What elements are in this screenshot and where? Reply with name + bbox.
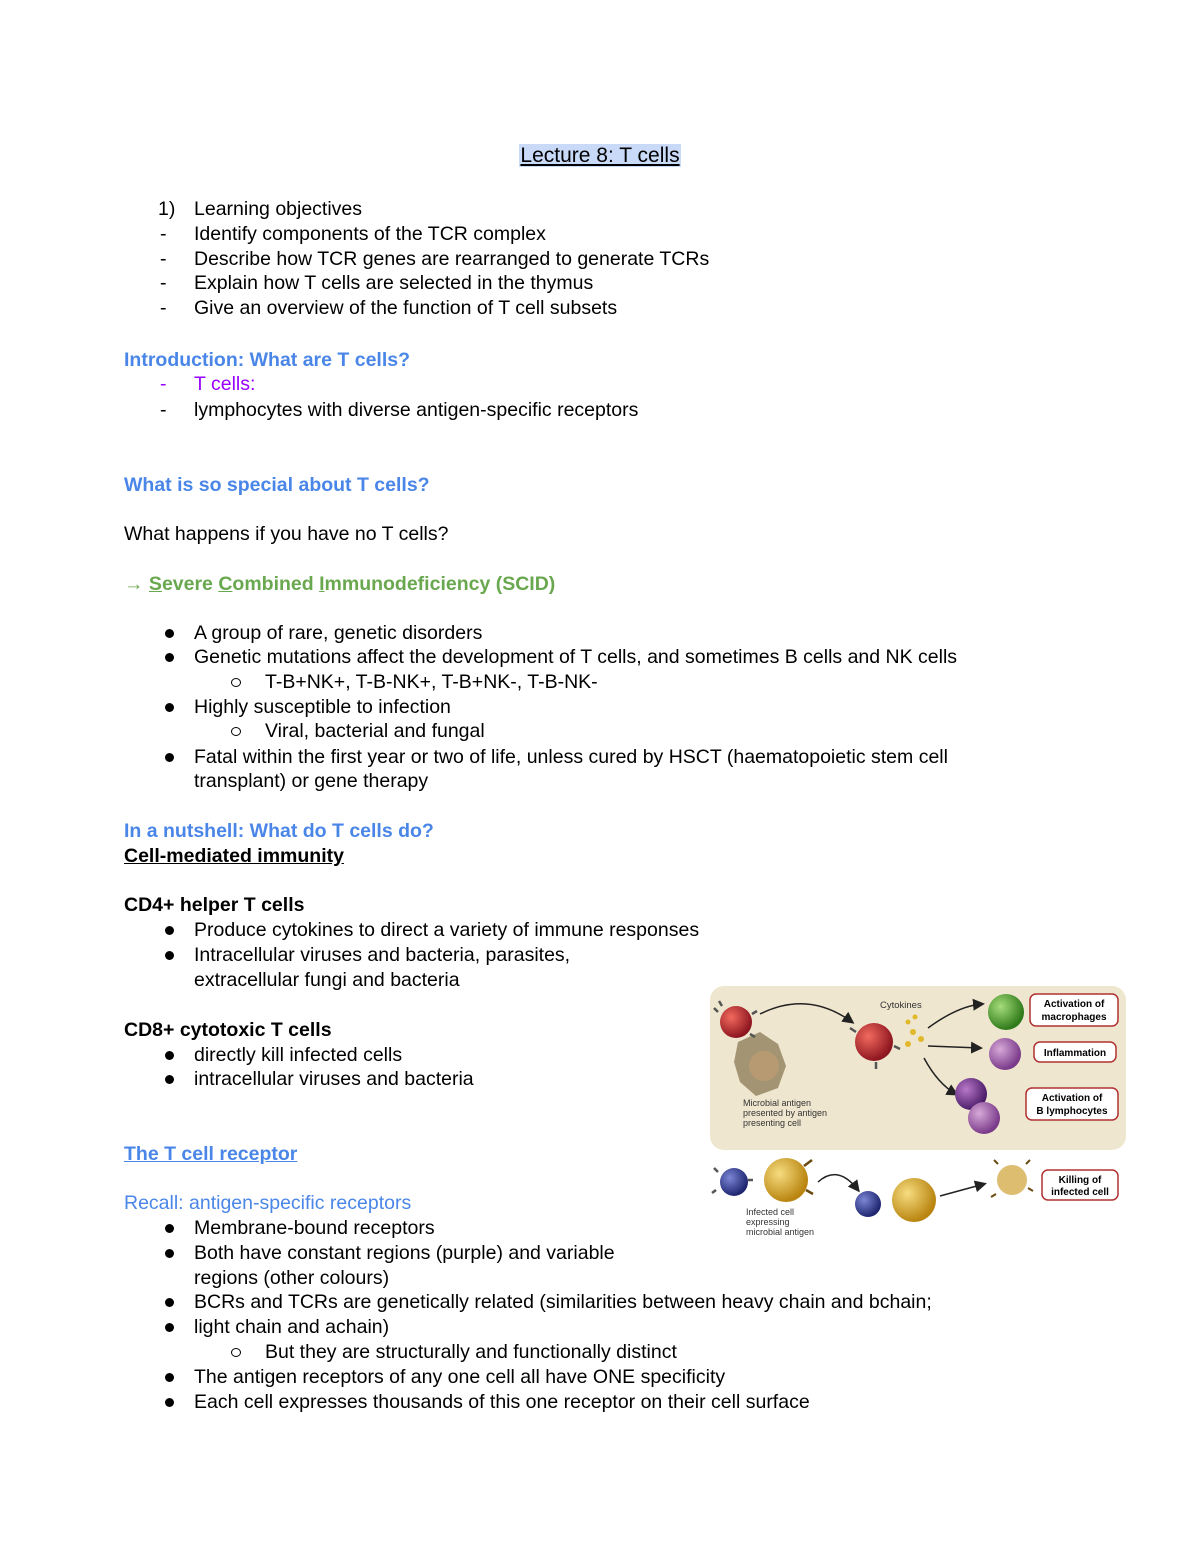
bullet-dot <box>165 1075 174 1084</box>
svg-text:infected cell: infected cell <box>1051 1187 1109 1198</box>
svg-text:Activation of: Activation of <box>1043 999 1105 1010</box>
nutshell-subheading: Cell-mediated immunity <box>124 845 344 867</box>
bullet-dot <box>165 926 174 935</box>
t-cell-function-figure <box>708 984 1128 1242</box>
killed-cell-icon <box>991 1160 1033 1197</box>
microbial-label-2: presented by antigen <box>743 1108 828 1118</box>
page-title: Lecture 8: T cells <box>520 144 680 167</box>
bullet-dot <box>165 951 174 960</box>
infected-cell-icon <box>764 1158 813 1202</box>
special-heading: What is so special about T cells? <box>124 474 430 496</box>
bullet-dot <box>165 653 174 662</box>
dash-bullet: - <box>160 373 167 395</box>
activation-macrophages-box <box>1030 994 1118 1026</box>
svg-text:macrophages: macrophages <box>1041 1012 1107 1023</box>
microbial-label-1: Microbial antigen <box>743 1098 812 1108</box>
inflammation-cell-icon <box>989 1038 1021 1070</box>
svg-text:Killing of: Killing of <box>1058 1175 1102 1186</box>
dash-bullet: - <box>160 248 167 270</box>
dash-bullet: - <box>160 399 167 421</box>
dash-bullet: - <box>160 223 167 245</box>
bullet-dot <box>165 1249 174 1258</box>
objectives-heading: Learning objectives <box>194 198 363 220</box>
bullet-dot <box>165 1323 174 1332</box>
svg-text:Inflammation: Inflammation <box>1043 1048 1107 1059</box>
document-page: Lecture 8: T cells 1) Learning objectives - Identify components of the TCR complex - Describe how TCR genes are rearranged to generate TCRs - Explain how T cells are selected in the thymus - Give an overview of the function of T cell subsets Introduction: What are T cells? - T cells: - lymphocytes with diverse antigen-specific receptors What is so special about T cells? What happens if you have no T cells? → Severe Combined Immunodeficiency (SCID) A group of rare, genetic disorders Genetic mutations affect the development of T cells, and sometimes B cells and NK cells T-B+NK+, T-B-NK+, T-B+NK-, T-B-NK- Highly susceptible to infection Viral, bacterial and fungal Fatal within the first year or two of life, unless cured by HSCT (haematopoietic stem cell transplant) or gene therapy In a nutshell: What do T cells do? Cell-mediated immunity CD4+ helper T cells Produce cytokines to direct a variety of immune responses Intracellular viruses and bacteria, parasites, extracellular fungi and bacteria CD8+ cytotoxic T cells directly kill infected cells intracellular viruses and bacteria The T cell receptor Recall: antigen-specific receptors Membrane-bound receptors Both have constant regions (purple) and variable regions (other colours) BCRs and TCRs are genetically related (similarities between heavy chain and bchain; light chain and achain) But they are structurally and functionally distinct The antigen receptors of any one cell all have ONE specificity Each cell expresses thousands of this one receptor on their cell surface Cytokines Microbial antigen presented by antigen presenting cell Activation of macrophages Inflammation Activation of B lymphocytes Killing of infected cell Infected cell expressing microbial antigen <box>0 0 1200 1553</box>
dash-bullet: - <box>160 297 167 319</box>
bullet-dot <box>165 629 174 638</box>
bullet-circle <box>231 727 241 736</box>
special-question: What happens if you have no T cells? <box>124 523 449 545</box>
bullet-dot <box>165 703 174 712</box>
bullet-dot <box>165 753 174 762</box>
dash-bullet: - <box>160 272 167 294</box>
inflammation-box <box>1034 1042 1116 1062</box>
cd4-heading: CD4+ helper T cells <box>124 894 305 916</box>
bullet-circle <box>231 1348 241 1357</box>
intro-heading: Introduction: What are T cells? <box>124 349 411 371</box>
arrow-line <box>818 1175 858 1190</box>
cytokines-label: Cytokines <box>880 1000 922 1011</box>
microbial-label-3: presenting cell <box>743 1118 802 1128</box>
tcr-recall: Recall: antigen-specific receptors <box>124 1192 412 1214</box>
list-number: 1) <box>158 198 176 220</box>
bullet-dot <box>165 1373 174 1382</box>
cytotoxic-t-cell-icon <box>855 1191 881 1217</box>
cytotoxic-t-cell-icon <box>712 1168 753 1196</box>
target-cell-icon <box>892 1178 936 1222</box>
svg-text:B lymphocytes: B lymphocytes <box>1036 1106 1108 1117</box>
svg-text:Activation of: Activation of <box>1041 1093 1103 1104</box>
macrophage-icon <box>988 994 1024 1030</box>
scid-heading: → Severe Combined Immunodeficiency (SCID) <box>124 573 556 595</box>
arrow-line <box>940 1184 984 1196</box>
bullet-dot <box>165 1224 174 1233</box>
bullet-dot <box>165 1298 174 1307</box>
bullet-dot <box>165 1051 174 1060</box>
bullet-dot <box>165 1398 174 1407</box>
killing-infected-cell-box <box>1042 1170 1118 1200</box>
cd8-heading: CD8+ cytotoxic T cells <box>124 1019 332 1041</box>
infected-label-2: expressing <box>746 1217 790 1227</box>
nutshell-heading: In a nutshell: What do T cells do? <box>124 820 434 842</box>
infected-label-1: Infected cell <box>746 1207 795 1217</box>
bullet-circle <box>231 678 241 687</box>
tcr-heading: The T cell receptor <box>124 1143 298 1165</box>
activation-b-lymphocytes-box <box>1026 1088 1118 1120</box>
infected-label-3: microbial antigen <box>746 1227 815 1237</box>
